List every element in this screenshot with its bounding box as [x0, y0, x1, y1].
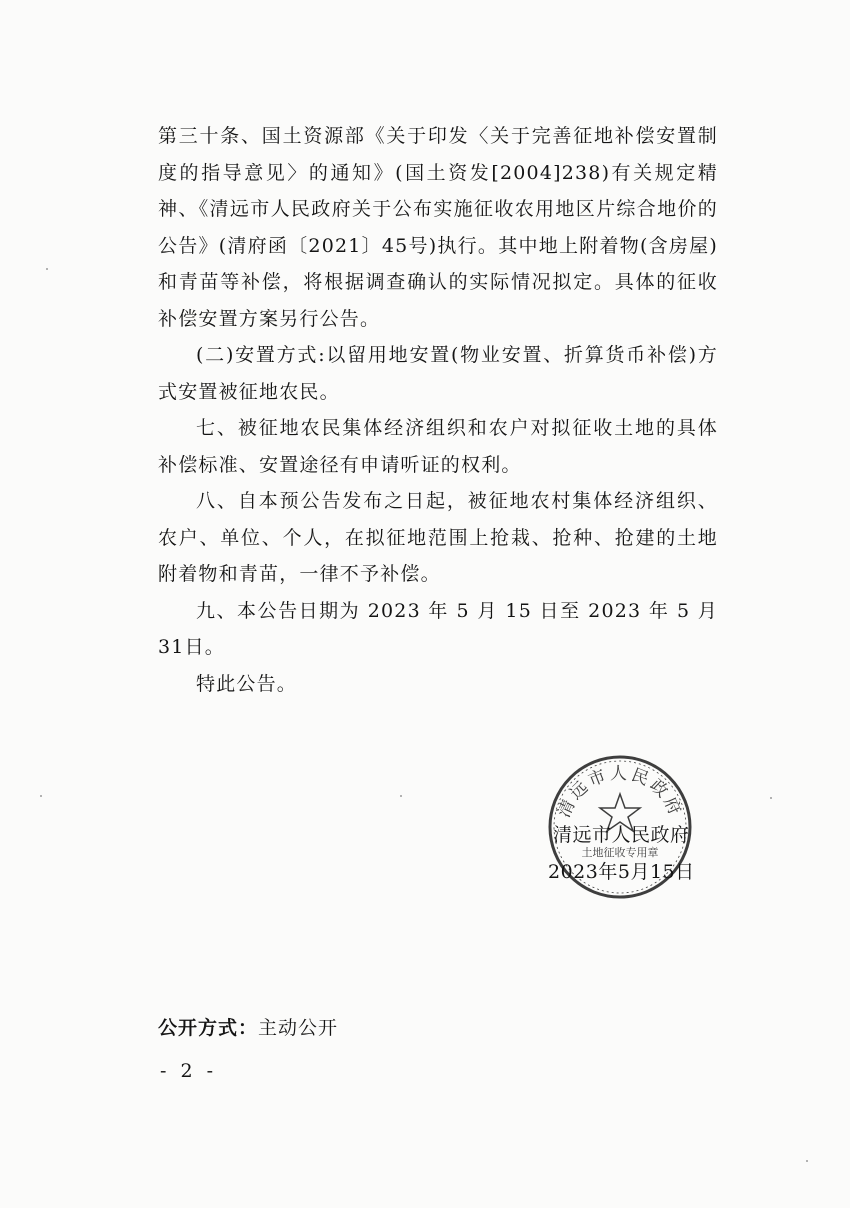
- signature-date: 2023年5月15日: [548, 861, 695, 883]
- scan-speck: [40, 795, 42, 797]
- scan-speck: [770, 797, 772, 799]
- paragraph-hearing-right: 七、被征地农民集体经济组织和农户对拟征收土地的具体补偿标准、安置途径有申请听证的权利。: [158, 417, 718, 476]
- page-number: - 2 -: [160, 1060, 218, 1082]
- signature-organization: 清远市人民政府: [553, 824, 690, 846]
- paragraph-resettlement: (二)安置方式:以留用地安置(物业安置、折算货币补偿)方式安置被征地农民。: [158, 344, 718, 403]
- paragraph-closing: 特此公告。: [196, 672, 298, 695]
- paragraph-no-compensation: 八、自本预公告发布之日起，被征地农村集体经济组织、农户、单位、个人，在拟征地范围上抢栽、抢种、抢建的土地附着物和青苗，一律不予补偿。: [158, 490, 718, 585]
- scan-speck: [806, 1160, 808, 1162]
- paragraph-notice-period: 九、本公告日期为 2023 年 5 月 15 日至 2023 年 5 月 31日。: [158, 599, 718, 658]
- seal-bottom-text: 土地征收专用章: [581, 846, 659, 859]
- seal-top-text: 清远市人民政府: [554, 764, 686, 821]
- scan-speck: [46, 268, 48, 270]
- paragraph-legal-basis: 第三十条、国土资源部《关于印发〈关于完善征地补偿安置制度的指导意见〉的通知》(国土资发[2004]238)有关规定精神、《清远市人民政府关于公布实施征收农用地区片综合地价的公告》(清府函〔2021〕45号)执行。其中地上附着物(含房屋)和青苗等补偿，将根据调查确认的实际情况拟定。具体的征收补偿安置方案另行公告。: [158, 125, 718, 330]
- disclosure-method: [158, 1013, 338, 1040]
- disclosure-label: 公开方式：: [158, 1017, 259, 1039]
- disclosure-value: 主动公开: [258, 1017, 339, 1039]
- notice-body: [158, 118, 718, 702]
- scan-speck: [400, 795, 402, 797]
